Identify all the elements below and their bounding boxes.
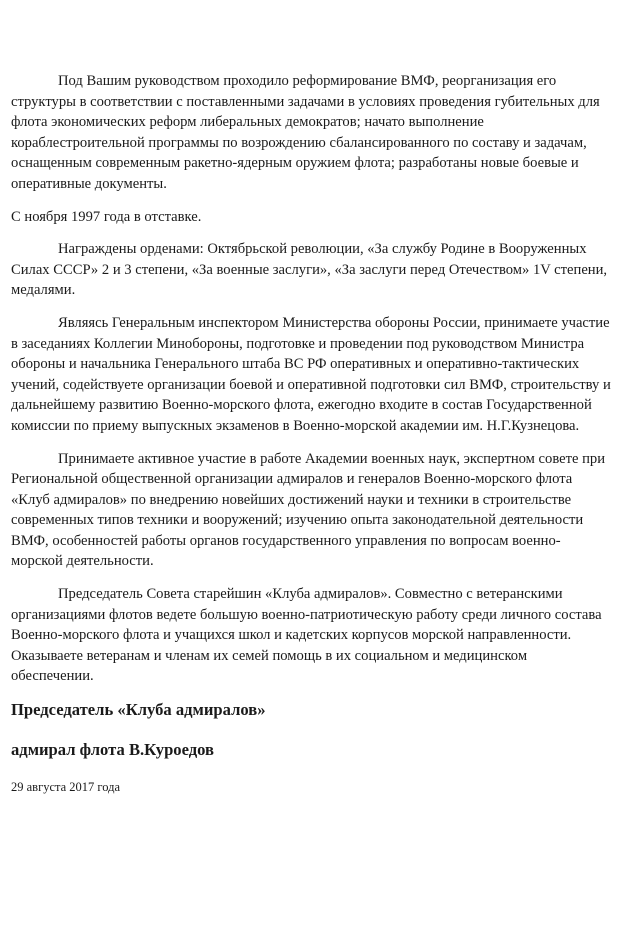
signature-name: адмирал флота В.Куроедов	[11, 740, 214, 760]
paragraph-inspector: Являясь Генеральным инспектором Министерства обороны России, принимаете участие в заседаниях Коллегии Минобороны, подготовке и проведении под руководством Министра обороны и начальника Генерального штаба ВС РФ оперативных и оперативно-тактических учений, содействуете организации боевой и оперативной подготовки сил ВМФ, строительству и дальнейшему развитию Военно-морского флота, ежегодно входите в состав Государственной комиссии по приему выпускных экзаменов в Военно-морской академии им. Н.Г.Кузнецова.	[11, 314, 611, 434]
paragraph-retirement: С ноября 1997 года в отставке.	[11, 208, 202, 225]
paragraph-awards: Награждены орденами: Октябрьской революции, «За службу Родине в Вооруженных Силах СССР» 2 и 3 степени, «За военные заслуги», «За заслуги перед Отечеством» 1V степени, медалями.	[11, 241, 608, 299]
signature-title: Председатель «Клуба адмиралов»	[11, 700, 266, 720]
document-page	[11, 71, 611, 795]
document-date: 29 августа 2017 года	[11, 780, 121, 795]
paragraph-academy: Принимаете активное участие в работе Академии военных наук, экспертном совете при Региональной общественной организации адмиралов и генералов Военно-морского флота «Клуб адмиралов» по внедрению новейших достижений науки и техники в строительстве современных типов техники и вооружений; изучению опыта законодательной деятельности ВМФ, особенностей работы органов государственного управления по вопросам военно-морской деятельности.	[11, 450, 606, 570]
paragraph-reform: Под Вашим руководством проходило реформирование ВМФ, реорганизация его структуры в соответствии с поставленными задачами в условиях проведения губительных для флота экономических реформ либеральных демократов; начато выполнение кораблестроительной программы по возрождению сбалансированного по составу и задачам, оснащенным современным ракетно-ядерным оружием флота; разработаны новые боевые и оперативные документы.	[11, 73, 600, 192]
paragraph-council: Председатель Совета старейшин «Клуба адмиралов». Совместно с ветеранскими организациями флотов ведете большую военно-патриотическую работу среди личного состава Военно-морского флота и учащихся школ и кадетских корпусов морской направленности. Оказываете ветеранам и членам их семей помощь в их социальном и медицинском обеспечении.	[11, 586, 602, 685]
